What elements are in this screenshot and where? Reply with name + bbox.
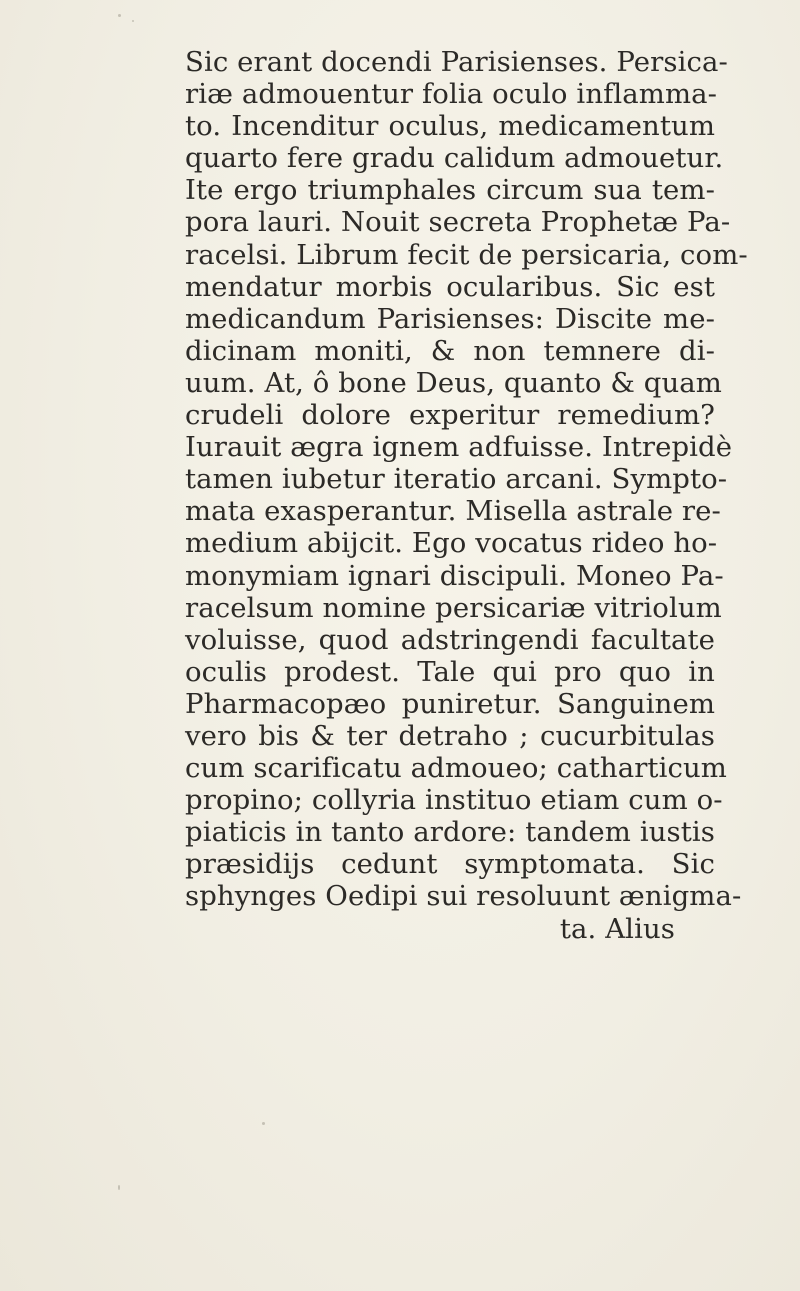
text-line: uum. At, ô bone Deus, quanto & quam <box>185 366 722 399</box>
text-line: oculis prodest. Tale qui pro quo in <box>185 655 715 688</box>
text-line: sphynges Oedipi sui resoluunt ænigma- <box>185 880 742 913</box>
text-line: quarto fere gradu calidum admouetur. <box>185 142 724 175</box>
text-line: tamen iubetur iteratio arcani. Sympto- <box>185 463 728 496</box>
text-line: to. Incenditur oculus, medicamentum <box>185 110 715 143</box>
text-line: voluisse, quod adstringendi facultate <box>185 623 715 656</box>
text-line: vero bis & ter detraho ; cucurbitulas <box>185 719 715 752</box>
text-line: Ite ergo triumphales circum sua tem- <box>185 174 715 207</box>
text-line: medium abijcit. Ego vocatus rideo ho- <box>185 527 718 560</box>
paper-speck <box>132 20 134 22</box>
text-line: propino; collyria instituo etiam cum o- <box>185 784 723 817</box>
text-line: dicinam moniti, & non temnere di- <box>185 334 715 367</box>
text-line: monymiam ignari discipuli. Moneo Pa- <box>185 559 724 592</box>
text-line: cum scarificatu admoueo; catharticum <box>185 752 727 785</box>
text-line: riæ admouentur folia oculo inflamma- <box>185 78 718 111</box>
body-text <box>185 46 748 945</box>
paper-speck <box>118 1185 120 1190</box>
paper-speck <box>118 14 121 17</box>
text-line: mata exasperantur. Misella astrale re- <box>185 495 721 528</box>
text-line: racelsum nomine persicariæ vitriolum <box>185 591 722 624</box>
text-line: medicandum Parisienses: Discite me- <box>185 302 715 335</box>
text-line: præsidijs cedunt symptomata. Sic <box>185 848 715 881</box>
text-line: mendatur morbis ocularibus. Sic est <box>185 270 715 303</box>
text-line: piaticis in tanto ardore: tandem iustis <box>185 816 715 849</box>
text-line: Sic erant docendi Parisienses. Persica- <box>185 46 728 78</box>
text-line: Iurauit ægra ignem adfuisse. Intrepidè <box>185 431 733 464</box>
text-line: crudeli dolore experitur remedium? <box>185 399 715 432</box>
text-line: racelsi. Librum fecit de persicaria, com- <box>185 238 748 271</box>
catchword-line: ta. Alius <box>559 912 675 945</box>
text-line: Pharmacopæo puniretur. Sanguinem <box>185 687 715 720</box>
text-line: pora lauri. Nouit secreta Prophetæ Pa- <box>185 206 731 239</box>
paper-speck <box>262 1122 265 1125</box>
